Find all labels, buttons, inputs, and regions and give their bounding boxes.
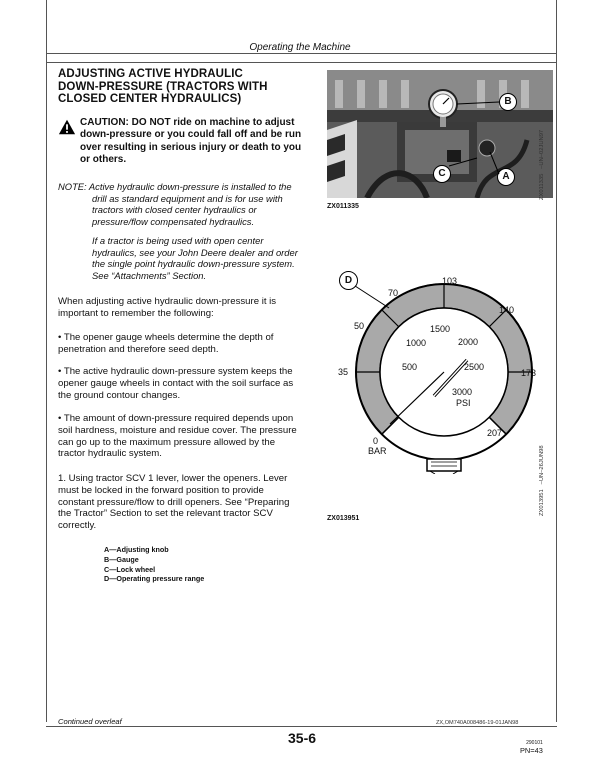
bar-unit-label: BAR bbox=[368, 446, 387, 456]
pn-block bbox=[520, 740, 543, 755]
psi-label-1500: 1500 bbox=[430, 324, 451, 334]
bullet-pressure-amount: • The amount of down-pressure required depends upon soil hardness, moisture and residue cover. The pressure can go up to the maximum pressure allowed by the tractor hydraulic system. bbox=[58, 413, 297, 460]
footer-rule bbox=[46, 726, 557, 727]
section-title: ADJUSTING ACTIVE HYDRAULIC DOWN-PRESSURE (TRACTORS WITH CLOSED CENTER HYDRAULICS) bbox=[58, 68, 268, 105]
bullet-gauge-wheels: • The opener gauge wheels determine the depth of penetration and therefore seed depth. bbox=[58, 332, 274, 355]
photo-side-id: ZX011335 –UN–02JUN97 bbox=[539, 129, 545, 200]
running-header: Operating the Machine bbox=[249, 42, 351, 53]
photo-caption: ZX011335 bbox=[327, 203, 359, 210]
psi-label-2000: 2000 bbox=[458, 337, 479, 347]
psi-unit-label: PSI bbox=[456, 398, 471, 408]
right-border bbox=[556, 62, 557, 722]
gauge-side-id: ZX013951 –UN–26JUN98 bbox=[539, 445, 545, 516]
header-rule bbox=[46, 53, 557, 54]
bar-label-0: 0 bbox=[373, 436, 379, 446]
pn-number: PN=43 bbox=[520, 746, 543, 755]
bullet-down-pressure-system: • The active hydraulic down-pressure system keeps the opener gauge wheels in contact with the soil surface as the ground contour changes. bbox=[58, 366, 294, 401]
bar-label-103: 103 bbox=[442, 276, 458, 286]
callout-b: B bbox=[499, 93, 517, 111]
warning-triangle-icon bbox=[58, 118, 76, 136]
intro-paragraph: When adjusting active hydraulic down-pressure it is important to remember the following: bbox=[58, 296, 277, 319]
page-number: 35-6 bbox=[288, 730, 317, 746]
content-top-rule bbox=[46, 62, 557, 63]
continued-overleaf: Continued overleaf bbox=[58, 717, 122, 726]
bar-label-50: 50 bbox=[354, 321, 365, 331]
small-code: 290101 bbox=[526, 740, 543, 746]
bar-label-207: 207 bbox=[487, 428, 503, 438]
figure-legend: A—Adjusting knob B—Gauge C—Lock wheel D—Operating pressure range bbox=[104, 545, 205, 584]
step-1: 1. Using tractor SCV 1 lever, lower the openers. Lever must be locked in the forward position to provide constant pressure/flow to drill openers. See “Preparing the Tractor” Section to set the relevant tractor SCV correctly. bbox=[58, 473, 290, 532]
gauge-caption: ZX013951 bbox=[327, 515, 360, 522]
left-border bbox=[46, 62, 47, 722]
psi-label-1000: 1000 bbox=[406, 338, 427, 348]
note-open-center: If a tractor is being used with open center hydraulics, see your John Deere dealer and order the single point hydraulic down-pressure system. See “Attachments” Section. bbox=[92, 235, 298, 281]
bar-label-173: 173 bbox=[521, 368, 537, 378]
callout-c: C bbox=[433, 165, 451, 183]
psi-label-2500: 2500 bbox=[464, 362, 485, 372]
document-id: ZX,OM740A008486-19-01JAN98 bbox=[436, 720, 519, 726]
bar-label-140: 140 bbox=[499, 305, 515, 315]
callout-d: D bbox=[339, 271, 358, 290]
psi-label-3000: 3000 bbox=[452, 387, 473, 397]
psi-label-500: 500 bbox=[402, 362, 418, 372]
caution-text: CAUTION: DO NOT ride on machine to adjust down-pressure or you could fall off and be run over resulting in serious injury or death to you or others. bbox=[80, 117, 302, 166]
bar-label-70: 70 bbox=[388, 288, 399, 298]
callout-a: A bbox=[497, 168, 515, 186]
bar-label-35: 35 bbox=[338, 367, 349, 377]
note-text: NOTE: Active hydraulic down-pressure is installed to the drill as standard equipment and is for use with tractors with closed center hydraulics or pressure/flow compensated hydraulics. bbox=[58, 181, 292, 227]
